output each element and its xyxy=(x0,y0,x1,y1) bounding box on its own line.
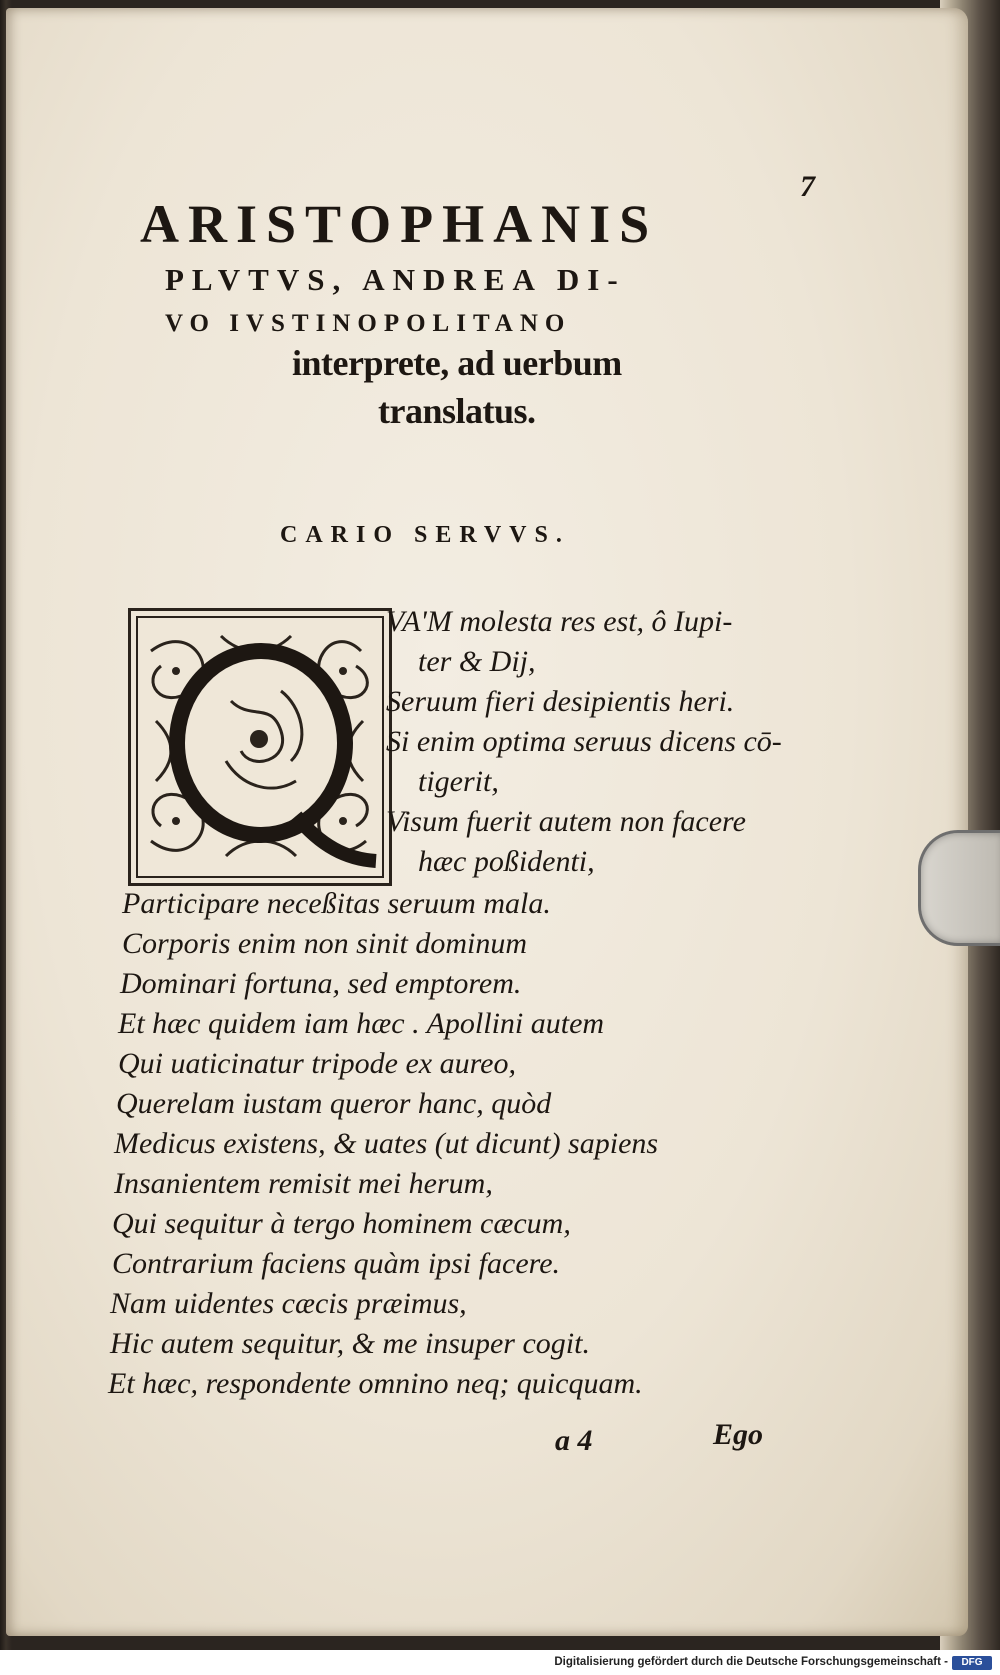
verse-line: Si enim optima seruus dicens cō- xyxy=(386,725,782,758)
verse-line: ter & Dij, xyxy=(418,645,536,678)
verse-line: Hic autem sequitur, & me insuper cogit. xyxy=(110,1327,590,1360)
verse-line: VA'M molesta res est, ô Iupi- xyxy=(386,605,733,638)
verse-line: Qui sequitur à tergo hominem cæcum, xyxy=(112,1207,571,1240)
page-number: 7 xyxy=(800,170,815,203)
verse-line: Dominari fortuna, sed emptorem. xyxy=(120,967,522,1000)
title-line-2: PLVTVS, ANDREA DI- xyxy=(165,262,626,297)
verse-line: tigerit, xyxy=(418,765,499,798)
verse-line: Visum fuerit autem non facere xyxy=(386,805,746,838)
verse-line: Medicus existens, & uates (ut dicunt) sapiens xyxy=(114,1127,659,1160)
verse-line: Et hæc quidem iam hæc . Apollini autem xyxy=(118,1007,605,1040)
verse-line: Querelam iustam queror hanc, quòd xyxy=(116,1087,552,1120)
verse-line: Nam uidentes cæcis præimus, xyxy=(110,1287,467,1320)
verse-line: Et hæc, respondente omnino neq; quicquam. xyxy=(108,1367,643,1400)
verse-line: Insanientem remisit mei herum, xyxy=(114,1167,493,1200)
verse-line: Participare neceßitas seruum mala. xyxy=(122,887,551,920)
title-line-4: interprete, ad uerbum xyxy=(292,343,622,383)
signature-mark: a 4 xyxy=(555,1424,593,1457)
verse-line: hæc poßidenti, xyxy=(418,845,595,878)
catchword: Ego xyxy=(713,1418,764,1451)
dfg-logo-icon: DFG xyxy=(952,1656,992,1670)
credit-text: Digitalisierung gefördert durch die Deutsche Forschungsgemeinschaft - xyxy=(554,1656,948,1668)
title-line-3: VO IVSTINOPOLITANO xyxy=(165,310,572,337)
digitization-credit-bar xyxy=(0,1650,1000,1675)
verse-line: Seruum fieri desipientis heri. xyxy=(386,685,735,718)
page-clip xyxy=(918,830,1000,946)
verse-line: Contrarium faciens quàm ipsi facere. xyxy=(112,1247,561,1280)
speaker-heading: CARIO SERVVS. xyxy=(280,522,570,548)
verse-line: Corporis enim non sinit dominum xyxy=(122,927,528,960)
verse-line: Qui uaticinatur tripode ex aureo, xyxy=(118,1047,516,1080)
decorated-initial-q xyxy=(128,608,392,886)
ornament-q-icon xyxy=(131,611,389,883)
title-line-5: translatus. xyxy=(378,391,536,431)
page-title: ARISTOPHANIS xyxy=(140,194,659,254)
